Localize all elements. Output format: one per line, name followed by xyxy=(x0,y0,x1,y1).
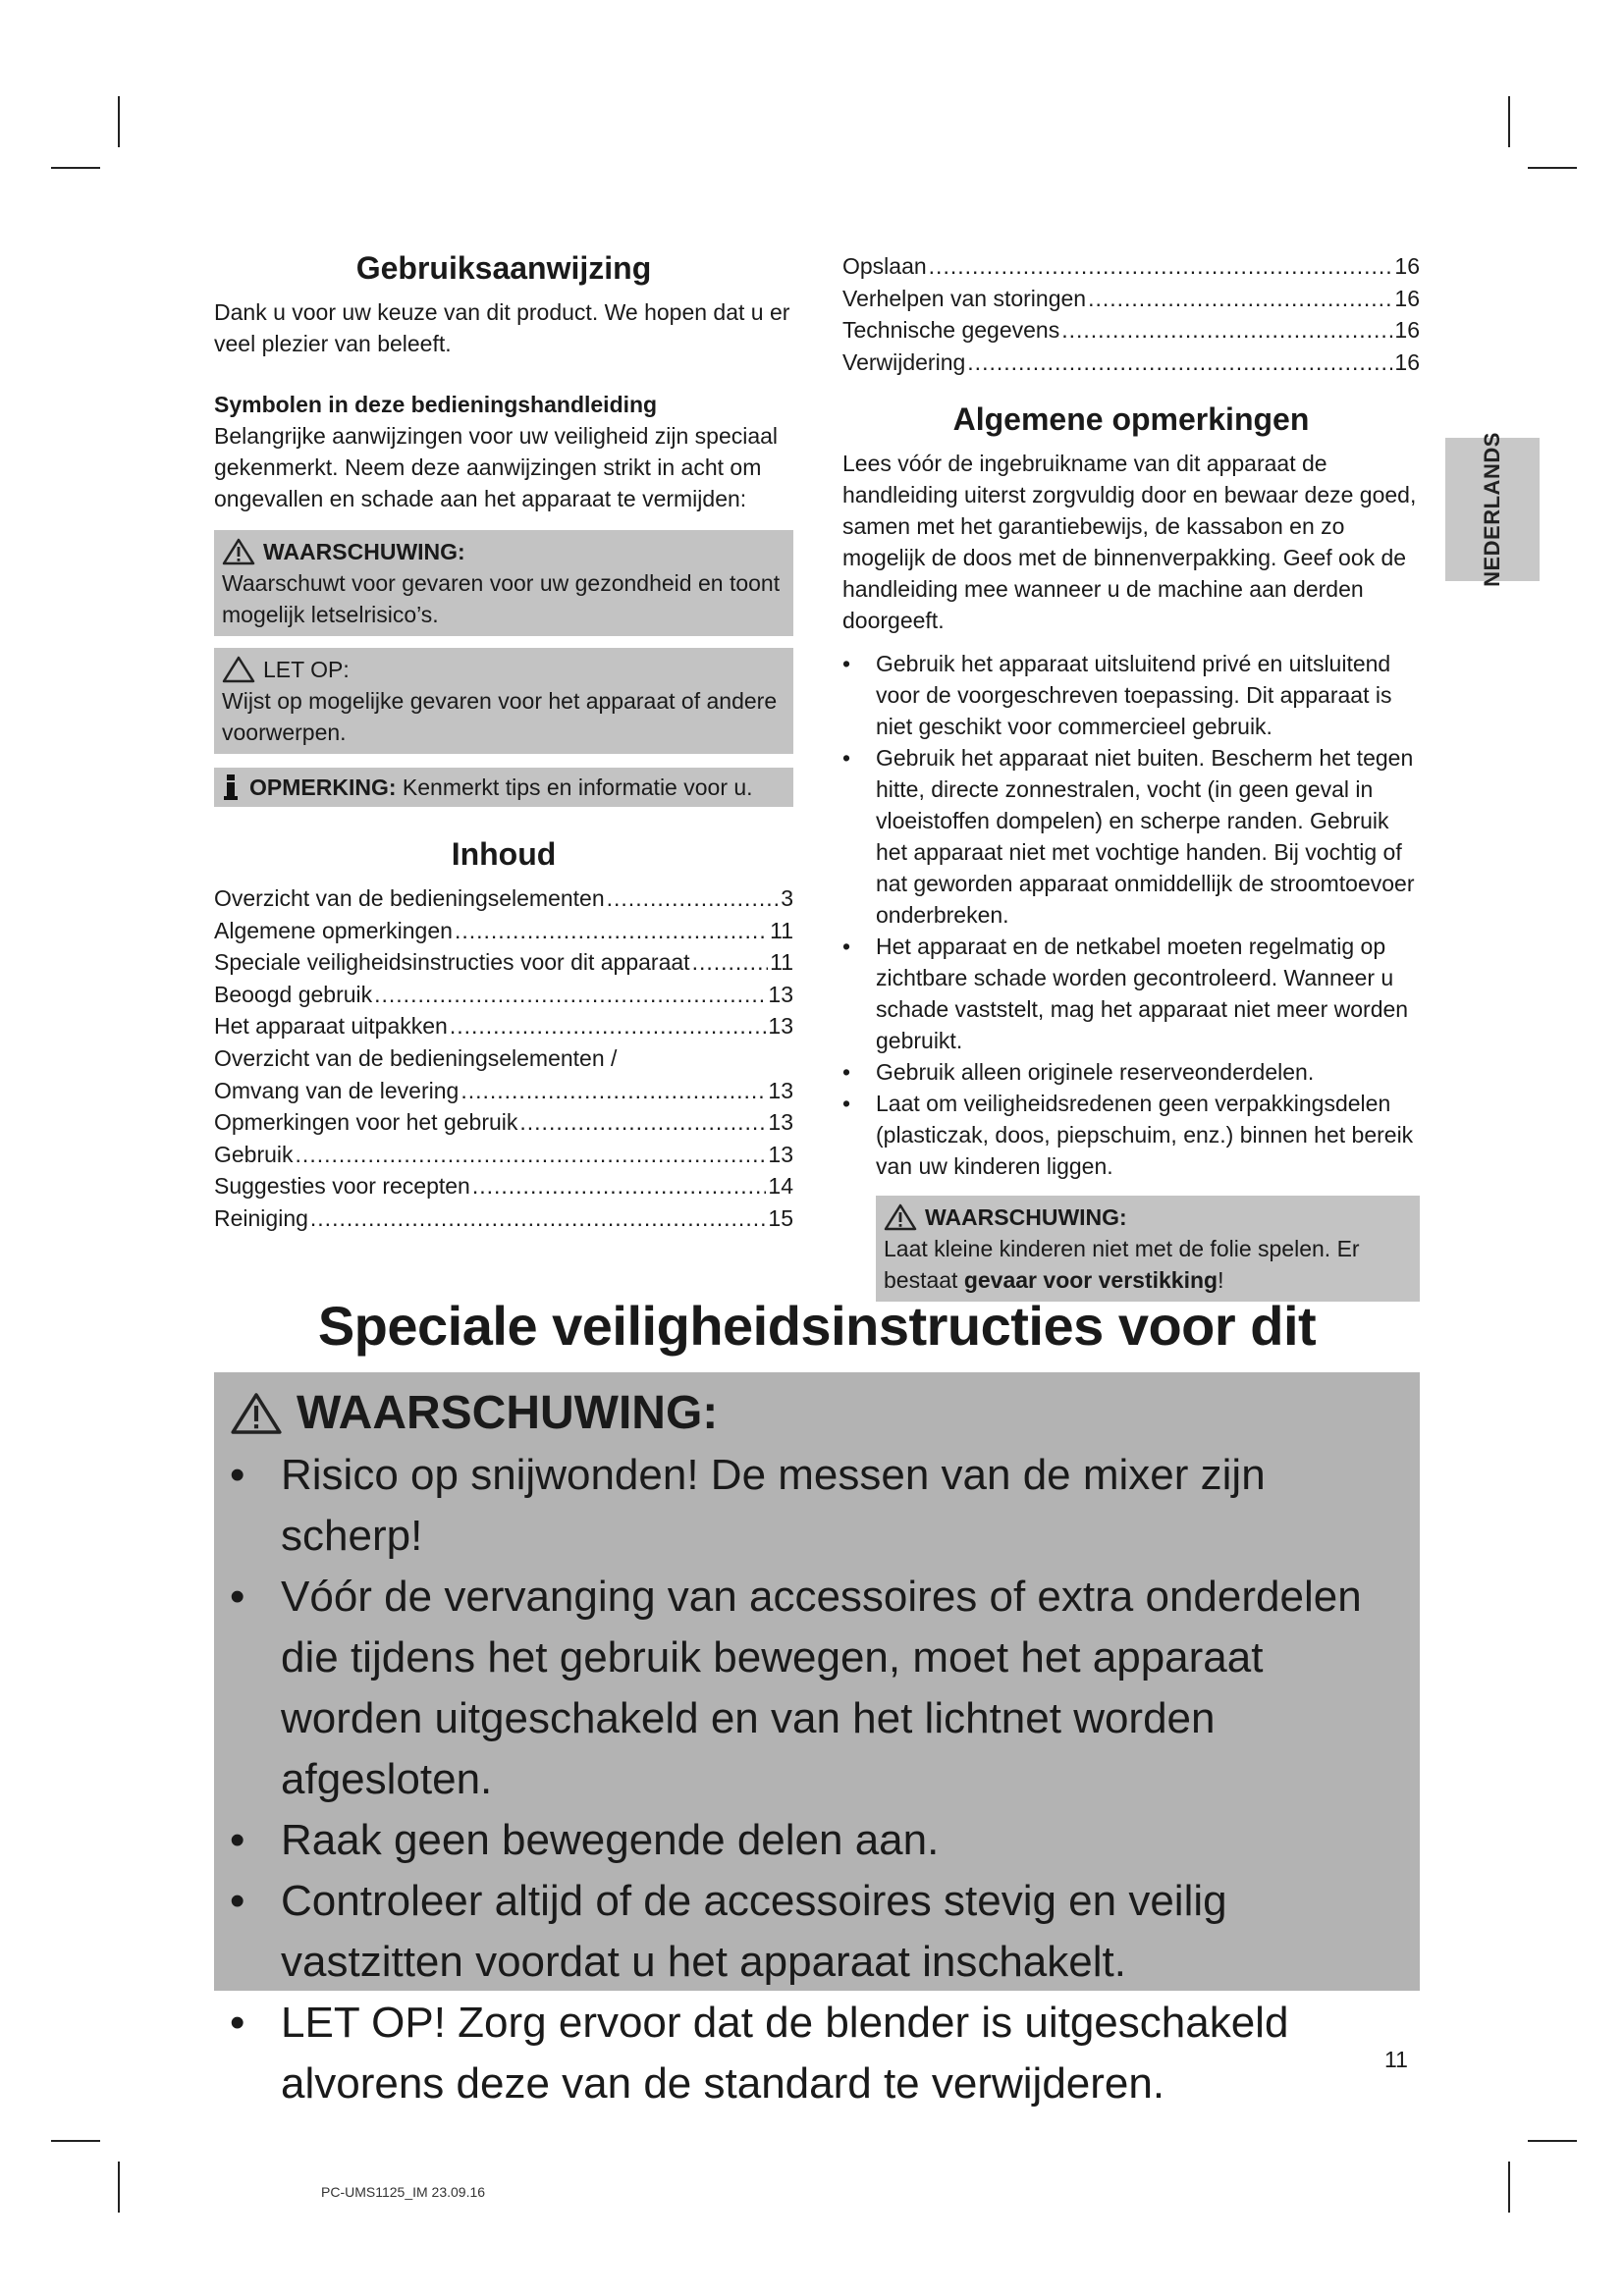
caution-label: LET OP: xyxy=(263,657,350,682)
note-label: OPMERKING: xyxy=(249,774,397,800)
toc-item[interactable]: Suggesties voor recepten ..... 14 xyxy=(214,1170,793,1202)
crop-mark xyxy=(51,167,100,169)
toc-list-continued xyxy=(842,250,1420,378)
list-item: • Gebruik het apparaat niet buiten. Bescherm het tegen hitte, directe zonnestralen, vocht (in geen geval in vloeistoffen dompelen) en scherpe randen. Gebruik het apparaat niet met vochtige handen. Bij vochtig of nat geworden apparaat onmiddellijk de stroomtoevoer onderbreken. xyxy=(842,742,1420,931)
list-item: • Controleer altijd of de accessoires stevig en veilig vastzitten voordat u het apparaat inschakelt. xyxy=(230,1871,1400,1993)
algemene-bullets xyxy=(842,648,1420,1182)
note-box xyxy=(214,768,793,807)
crop-mark xyxy=(51,2140,100,2142)
gebruik-title: Gebruiksaanwijzing xyxy=(355,250,652,286)
algemene-warning-head xyxy=(884,1201,1412,1233)
toc-item[interactable]: Algemene opmerkingen ..... 11 xyxy=(214,915,793,947)
list-item: • Laat om veiligheidsredenen geen verpakkingsdelen (plasticzak, doos, piepschuim, enz.) binnen het bereik van uw kinderen liggen. xyxy=(842,1088,1420,1182)
warning-triangle-icon xyxy=(222,538,255,565)
left-column xyxy=(214,250,793,1235)
crop-mark xyxy=(1528,2140,1577,2142)
speciale-title: Speciale veiligheidsinstructies voor dit xyxy=(317,1295,1317,1357)
speciale-warning-head xyxy=(230,1384,1400,1443)
toc-item[interactable]: Speciale veiligheidsinstructies voor dit apparaat ..... 11 xyxy=(214,946,793,979)
language-tab-label: NEDERLANDS xyxy=(1480,432,1505,587)
toc-item[interactable]: Het apparaat uitpakken ..... 13 xyxy=(214,1010,793,1042)
caution-text: Wijst op mogelijke gevaren voor het apparaat of andere voorwerpen. xyxy=(222,688,778,745)
caution-head xyxy=(222,654,785,685)
list-item: • Gebruik het apparaat uitsluitend privé en uitsluitend voor de voorgeschreven toepassing. Dit apparaat is niet geschikt voor commercieel gebruik. xyxy=(842,648,1420,742)
toc-item-heading: Overzicht van de bedieningselementen / xyxy=(214,1044,618,1071)
toc-item[interactable]: Reiniging ..... 15 xyxy=(214,1202,793,1235)
crop-mark xyxy=(1508,2162,1510,2213)
language-tab xyxy=(1445,432,1540,587)
warning-triangle-icon xyxy=(230,1391,283,1436)
algemene-warning-end: ! xyxy=(1218,1267,1224,1294)
toc-item[interactable]: Overzicht van de bedieningselementen ..... 3 xyxy=(214,882,793,915)
warning-head xyxy=(222,536,785,567)
symbolen-title: Symbolen in deze bedieningshandleiding xyxy=(214,392,658,417)
toc-item[interactable]: Verhelpen van storingen ..... 16 xyxy=(842,283,1420,315)
crop-mark xyxy=(118,2162,120,2213)
list-item: • Gebruik alleen originele reserveonderdelen. xyxy=(842,1056,1420,1088)
toc-item[interactable]: Technische gegevens ..... 16 xyxy=(842,314,1420,347)
crop-mark xyxy=(1508,96,1510,147)
crop-mark xyxy=(118,96,120,147)
algemene-warning-label: WAARSCHUWING: xyxy=(925,1204,1127,1231)
algemene-intro: Lees vóór de ingebruikname van dit apparaat de handleiding uiterst zorgvuldig door en bewaar deze goed, samen met het garantiebewijs, de kassabon en zo mogelijk de doos met de binnenverpakking. Geef ook de handleiding mee wanneer u de machine aan derden doorgeeft. xyxy=(842,451,1417,634)
note-line xyxy=(222,772,785,803)
caution-triangle-icon xyxy=(222,656,255,683)
page-number: 11 xyxy=(1384,2047,1408,2072)
crop-mark xyxy=(1528,167,1577,169)
toc-item[interactable]: Opslaan ..... 16 xyxy=(842,250,1420,283)
caution-box xyxy=(214,648,793,754)
right-column xyxy=(842,250,1420,1302)
warning-box xyxy=(214,530,793,636)
algemene-warning-body xyxy=(884,1233,1412,1296)
toc-item[interactable]: Verwijdering ..... 16 xyxy=(842,347,1420,379)
list-item: • Vóór de vervanging van accessoires of extra onderdelen die tijdens het gebruik bewegen, moet het apparaat worden uitgeschakeld en van het lichtnet worden afgesloten. xyxy=(230,1567,1400,1810)
footer-code: PC-UMS1125_IM 23.09.16 xyxy=(321,2184,486,2200)
gebruik-intro: Dank u voor uw keuze van dit product. We hopen dat u er veel plezier van beleeft. xyxy=(214,299,790,356)
speciale-warning-label: WAARSCHUWING: xyxy=(297,1387,719,1439)
toc-item[interactable]: Gebruik ..... 13 xyxy=(214,1139,793,1171)
warning-text: Waarschuwt voor gevaren voor uw gezondheid en toont mogelijk letselrisico’s. xyxy=(222,570,781,627)
algemene-warning-bold: gevaar voor verstikking xyxy=(963,1267,1218,1294)
list-item: • LET OP! Zorg ervoor dat de blender is uitgeschakeld alvorens deze van de standard te verwijderen. xyxy=(230,1993,1400,2114)
algemene-title: Algemene opmerkingen xyxy=(952,401,1310,438)
toc-item[interactable]: Omvang van de levering ..... 13 xyxy=(214,1075,793,1107)
toc-item[interactable]: Beoogd gebruik ..... 13 xyxy=(214,979,793,1011)
speciale-bullets xyxy=(230,1445,1400,2114)
inhoud-title: Inhoud xyxy=(451,836,557,872)
list-item: • Raak geen bewegende delen aan. xyxy=(230,1810,1400,1871)
symbolen-text: Belangrijke aanwijzingen voor uw veiligheid zijn speciaal gekenmerkt. Neem deze aanwijzingen strikt in acht om ongevallen en schade aan het apparaat te vermijden: xyxy=(214,423,779,511)
toc-item[interactable]: Opmerkingen voor het gebruik ..... 13 xyxy=(214,1106,793,1139)
note-text: Kenmerkt tips en informatie voor u. xyxy=(396,774,753,800)
algemene-warning-text: Laat kleine kinderen niet met de folie spelen. Er bestaat xyxy=(884,1236,1360,1294)
warning-triangle-icon xyxy=(884,1203,917,1231)
algemene-warning-box xyxy=(876,1196,1420,1302)
toc-list xyxy=(214,882,793,1235)
warning-label: WAARSCHUWING: xyxy=(263,539,465,564)
list-item: • Risico op snijwonden! De messen van de mixer zijn scherp! xyxy=(230,1445,1400,1567)
list-item: • Het apparaat en de netkabel moeten regelmatig op zichtbare schade worden gecontroleerd. Wanneer u schade vaststelt, mag het apparaat niet meer worden gebruikt. xyxy=(842,931,1420,1056)
info-icon xyxy=(222,773,240,802)
